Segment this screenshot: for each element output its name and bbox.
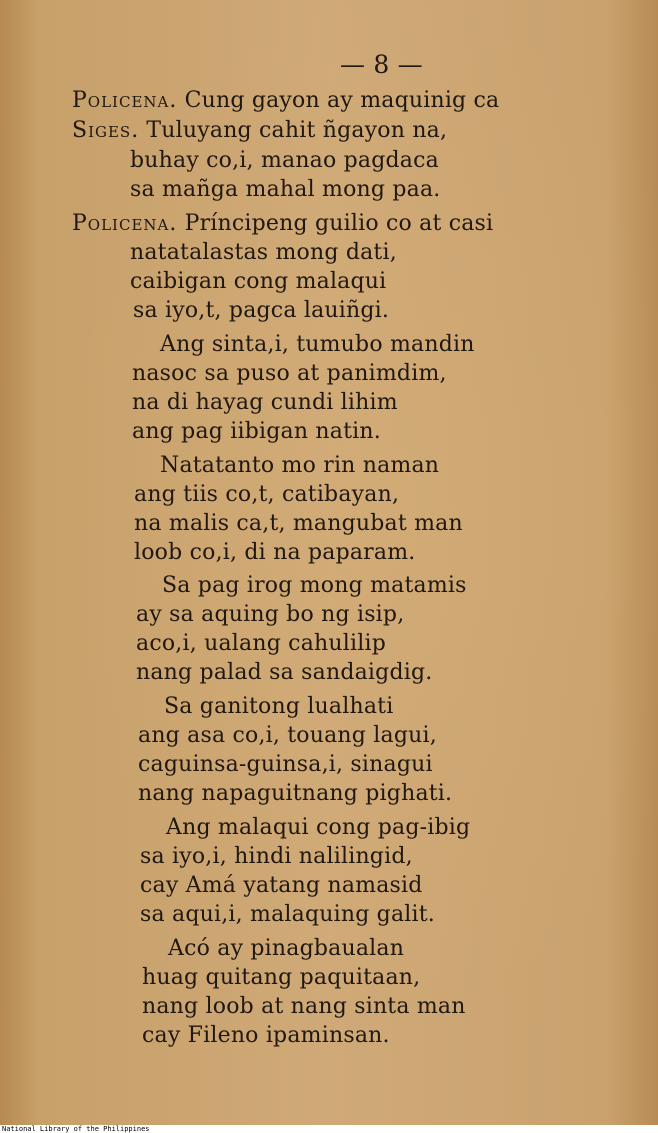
verse-line: sa aqui,i, malaquing galit. bbox=[140, 902, 435, 927]
verse-line: sa iyo,i, hindi nalilingid, bbox=[140, 844, 413, 869]
verse-line: sa mañga mahal mong paa. bbox=[130, 177, 441, 202]
verse-line: Sa pag irog mong matamis bbox=[162, 573, 467, 598]
verse-line: cay Fileno ipaminsan. bbox=[142, 1023, 390, 1048]
speaker-name: Policena. bbox=[72, 211, 178, 236]
verse-line: Ang sinta,i, tumubo mandin bbox=[160, 332, 475, 357]
verse-line: Ang malaqui cong pag-ibig bbox=[166, 815, 471, 840]
verse-line: ang pag iibigan natin. bbox=[132, 419, 381, 444]
verse-line: Natatanto mo rin naman bbox=[160, 453, 440, 478]
speaker-name: Policena. bbox=[72, 88, 178, 113]
verse-line: nang napaguitnang pighati. bbox=[138, 781, 453, 806]
verse-line: Acó ay pinagbaualan bbox=[168, 936, 405, 961]
page-number: — 8 — bbox=[340, 50, 423, 79]
verse-line: Sa ganitong lualhati bbox=[164, 694, 394, 719]
verse-line: Siges. Tuluyang cahit ñgayon na, bbox=[72, 118, 448, 143]
verse-line: nasoc sa puso at panimdim, bbox=[132, 361, 447, 386]
verse-line: sa iyo,t, pagca lauiñgi. bbox=[133, 298, 390, 323]
verse-line: buhay co,i, manao pagdaca bbox=[130, 148, 439, 173]
verse-line: nang loob at nang sinta man bbox=[142, 994, 466, 1019]
verse-line: aco,i, ualang cahulilip bbox=[136, 631, 386, 656]
verse-line: caguinsa-guinsa,i, sinagui bbox=[138, 752, 433, 777]
speaker-name: Siges. bbox=[72, 118, 140, 143]
scan-credit: National Library of the Philippines bbox=[2, 1125, 150, 1133]
verse-line: ang tiis co,t, catibayan, bbox=[134, 482, 400, 507]
verse-line: Policena. Príncipeng guilio co at casi bbox=[72, 211, 494, 236]
verse-line: cay Amá yatang namasid bbox=[140, 873, 423, 898]
verse-line: loob co,i, di na paparam. bbox=[134, 540, 416, 565]
verse-line: ang asa co,i, touang lagui, bbox=[138, 723, 437, 748]
verse-line: na malis ca,t, mangubat man bbox=[134, 511, 463, 536]
verse-line: Policena. Cung gayon ay maquinig ca bbox=[72, 88, 500, 113]
verse-line: natatalastas mong dati, bbox=[130, 240, 397, 265]
verse-line: caibigan cong malaqui bbox=[130, 269, 387, 294]
verse-line: ay sa aquing bo ng isip, bbox=[136, 602, 405, 627]
verse-line: nang palad sa sandaigdig. bbox=[136, 660, 433, 685]
verse-line: na di hayag cundi lihim bbox=[132, 390, 398, 415]
verse-line: huag quitang paquitaan, bbox=[142, 965, 421, 990]
